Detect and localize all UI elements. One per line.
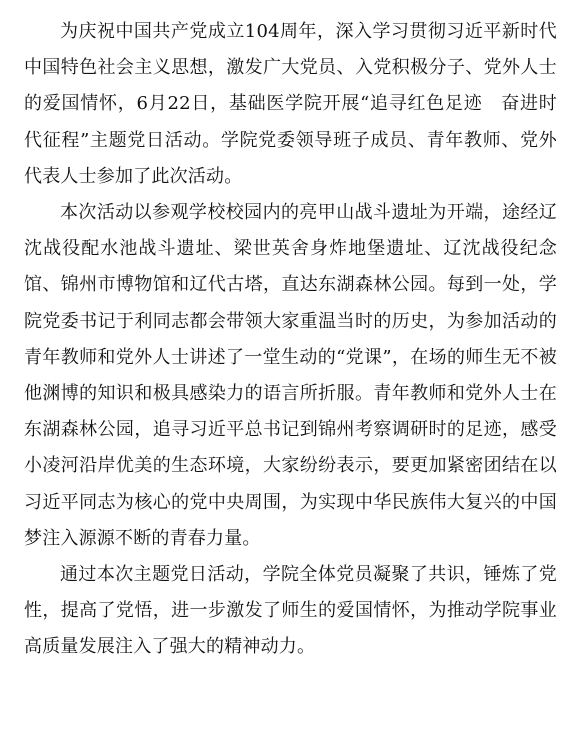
paragraph-activity: 本次活动以参观学校校园内的亮甲山战斗遗址为开端，途经辽沈战役配水池战斗遗址、梁世英舍身炸地堡遗址、辽沈战役纪念馆、锦州市博物馆和辽代古塔，直达东湖森林公园。每到一处，学院党委书记于利同志都会带领大家重温当时的历史，为参加活动的青年教师和党外人士讲述了一堂生动的“党课”，在场的师生无不被他渊博的知识和极具感染力的语言所折服。青年教师和党外人士在东湖森林公园，追寻习近平总书记到锦州考察调研时的足迹，感受小凌河沿岸优美的生态环境，大家纷纷表示，要更加紧密团结在以习近平同志为核心的党中央周围，为实现中华民族伟大复兴的中国梦注入源源不断的青春力量。 [24, 202, 557, 549]
paragraph-conclusion: 通过本次主题党日活动，学院全体党员凝聚了共识，锤炼了党性，提高了党悟，进一步激发了师生的爱国情怀，为推动学院事业高质量发展注入了强大的精神动力。 [24, 564, 557, 658]
paragraph-intro: 为庆祝中国共产党成立104周年，深入学习贯彻习近平新时代中国特色社会主义思想，激发广大党员、入党积极分子、党外人士的爱国情怀，6月22日，基础医学院开展“追寻红色足迹 奋进时代征程”主题党日活动。学院党委领导班子成员、青年教师、党外代表人士参加了此次活动。 [24, 21, 557, 187]
